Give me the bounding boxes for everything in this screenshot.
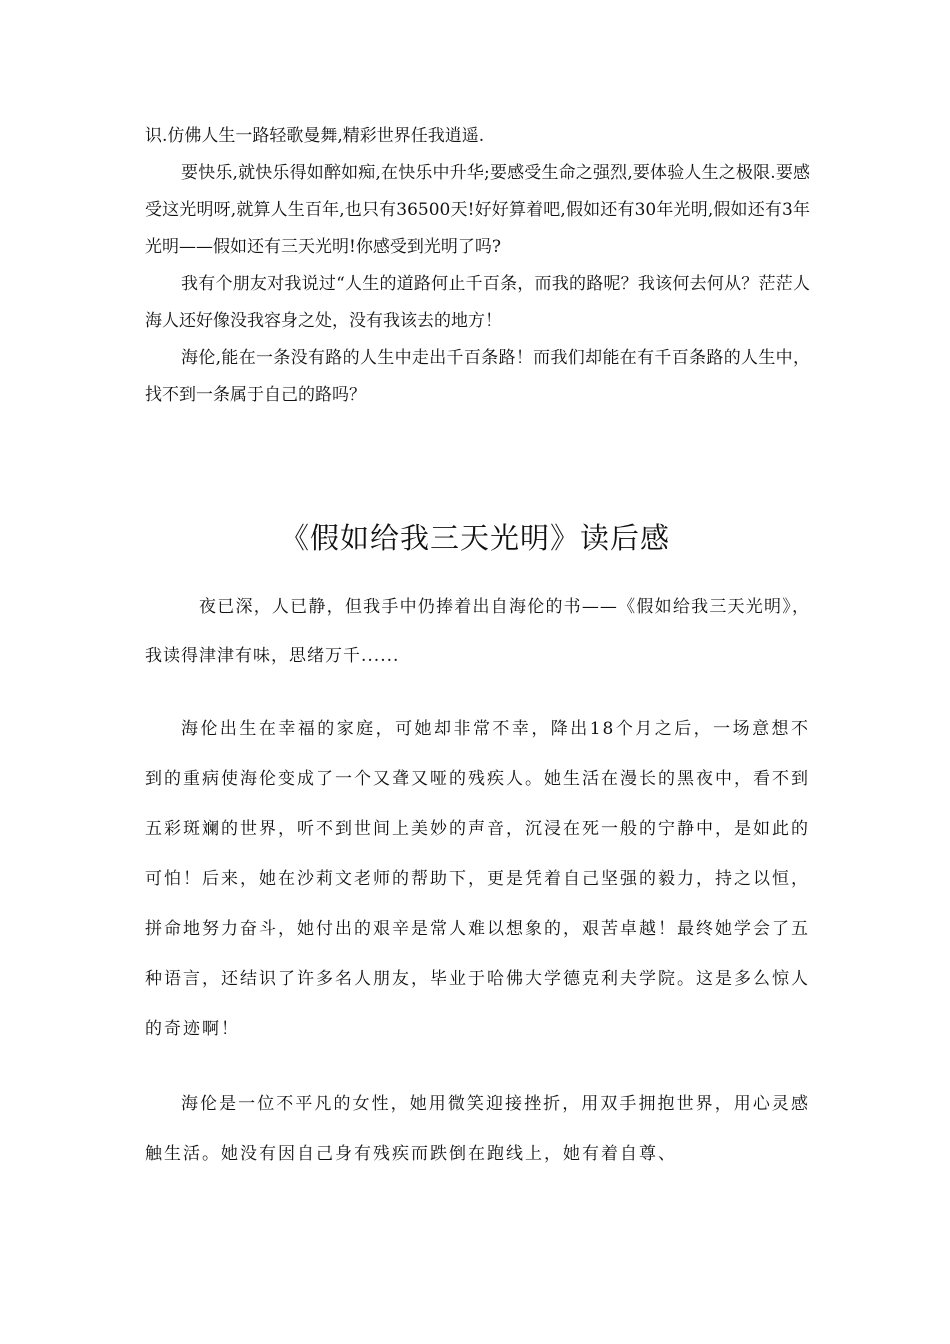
essay-paragraph-1: 海伦出生在幸福的家庭，可她却非常不幸，降出18个月之后，一场意想不到的重病使海伦变成了一个又聋又哑的残疾人。她生活在漫长的黑夜中，看不到五彩斑斓的世界，听不到世间上美妙的声音，沉浸在死一般的宁静中，是如此的可怕！后来，她在沙莉文老师的帮助下，更是凭着自己坚强的毅力，持之以恒，拼命地努力奋斗，她付出的艰辛是常人难以想象的，艰苦卓越！最终她学会了五种语言，还结识了许多名人朋友，毕业于哈佛大学德克利夫学院。这是多么惊人的奇迹啊！ <box>145 719 810 1039</box>
top-section <box>145 118 810 414</box>
paragraph-helen: 海伦,能在一条没有路的人生中走出千百条路！而我们却能在有千百条路的人生中，找不到一条属于自己的路吗？ <box>145 348 810 405</box>
paragraph-continuation: 识.仿佛人生一路轻歌曼舞,精彩世界任我逍遥. <box>145 126 485 146</box>
essay-intro-text: 夜已深，人已静，但我手中仍捧着出自海伦的书——《假如给我三天光明》，我读得津津有味，思绪万千...... <box>145 597 810 666</box>
paragraph-friend: 我有个朋友对我说过“人生的道路何止千百条，而我的路呢？我该何去何从？茫茫人海人还好像没我容身之处，没有我该去的地方！ <box>145 274 810 331</box>
essay-title: 《假如给我三天光明》读后感 <box>279 521 670 555</box>
essay-intro <box>145 583 810 681</box>
paragraph-happiness: 要快乐,就快乐得如醉如痴,在快乐中升华;要感受生命之强烈,要体验人生之极限.要感受这光明呀,就算人生百年,也只有36500天!好好算着吧,假如还有30年光明,假如还有3年光明——假如还有三天光明!你感受到光明了吗? <box>145 163 810 257</box>
essay-paragraph-2: 海伦是一位不平凡的女性，她用微笑迎接挫折，用双手拥抱世界，用心灵感触生活。她没有因自己身有残疾而跌倒在跑线上，她有着自尊、 <box>145 1094 810 1164</box>
